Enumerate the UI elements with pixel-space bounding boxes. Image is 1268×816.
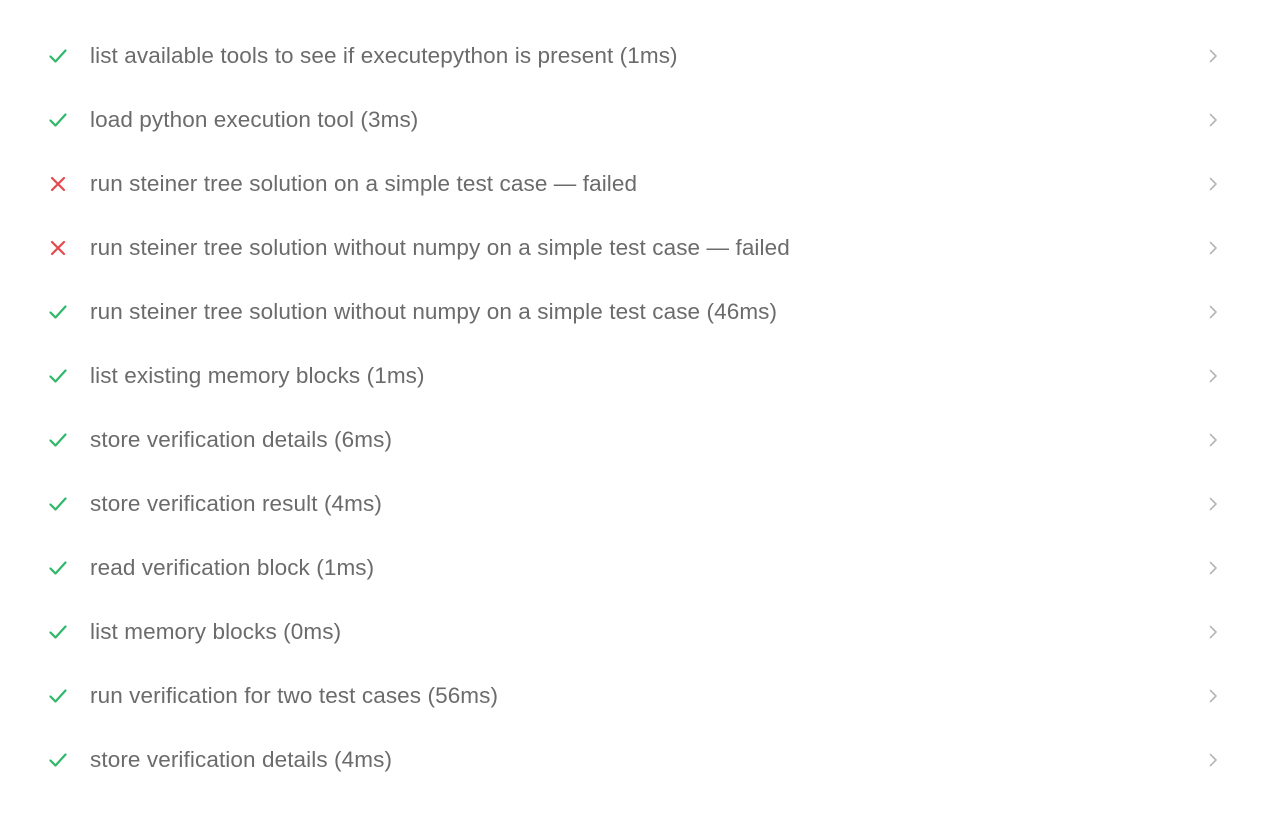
step-row[interactable] xyxy=(0,88,1268,152)
step-row[interactable] xyxy=(0,472,1268,536)
step-label: store verification result (4ms) xyxy=(90,491,382,516)
step-row[interactable] xyxy=(0,280,1268,344)
step-row[interactable] xyxy=(0,664,1268,728)
chevron-right-icon[interactable] xyxy=(1204,431,1222,449)
check-icon xyxy=(46,364,70,388)
step-row[interactable] xyxy=(0,216,1268,280)
chevron-right-icon[interactable] xyxy=(1204,175,1222,193)
step-label: run steiner tree solution without numpy on a simple test case (46ms) xyxy=(90,299,778,324)
chevron-right-icon[interactable] xyxy=(1204,111,1222,129)
check-icon xyxy=(46,556,70,580)
step-label: run steiner tree solution without numpy on a simple test case — failed xyxy=(90,235,790,260)
chevron-right-icon[interactable] xyxy=(1204,367,1222,385)
check-icon xyxy=(46,492,70,516)
step-row[interactable] xyxy=(0,344,1268,408)
step-label: run verification for two test cases (56ms) xyxy=(90,683,499,708)
chevron-right-icon[interactable] xyxy=(1204,623,1222,641)
check-icon xyxy=(46,684,70,708)
step-label: read verification block (1ms) xyxy=(90,555,375,580)
step-label: list available tools to see if executepython is present (1ms) xyxy=(90,43,678,68)
chevron-right-icon[interactable] xyxy=(1204,751,1222,769)
check-icon xyxy=(46,748,70,772)
step-label: store verification details (6ms) xyxy=(90,427,393,452)
chevron-right-icon[interactable] xyxy=(1204,47,1222,65)
step-label: list memory blocks (0ms) xyxy=(90,619,342,644)
step-label: store verification details (4ms) xyxy=(90,747,393,772)
step-row[interactable] xyxy=(0,408,1268,472)
step-row[interactable] xyxy=(0,24,1268,88)
chevron-right-icon[interactable] xyxy=(1204,303,1222,321)
chevron-right-icon[interactable] xyxy=(1204,687,1222,705)
x-icon xyxy=(46,236,70,260)
step-row[interactable] xyxy=(0,728,1268,792)
step-row[interactable] xyxy=(0,152,1268,216)
chevron-right-icon[interactable] xyxy=(1204,559,1222,577)
step-label: run steiner tree solution on a simple test case — failed xyxy=(90,171,638,196)
x-icon xyxy=(46,172,70,196)
check-icon xyxy=(46,300,70,324)
check-icon xyxy=(46,620,70,644)
chevron-right-icon[interactable] xyxy=(1204,495,1222,513)
tool-call-step-list xyxy=(0,24,1268,792)
check-icon xyxy=(46,108,70,132)
check-icon xyxy=(46,428,70,452)
step-row[interactable] xyxy=(0,536,1268,600)
step-row[interactable] xyxy=(0,600,1268,664)
check-icon xyxy=(46,44,70,68)
chevron-right-icon[interactable] xyxy=(1204,239,1222,257)
step-label: load python execution tool (3ms) xyxy=(90,107,419,132)
step-label: list existing memory blocks (1ms) xyxy=(90,363,425,388)
